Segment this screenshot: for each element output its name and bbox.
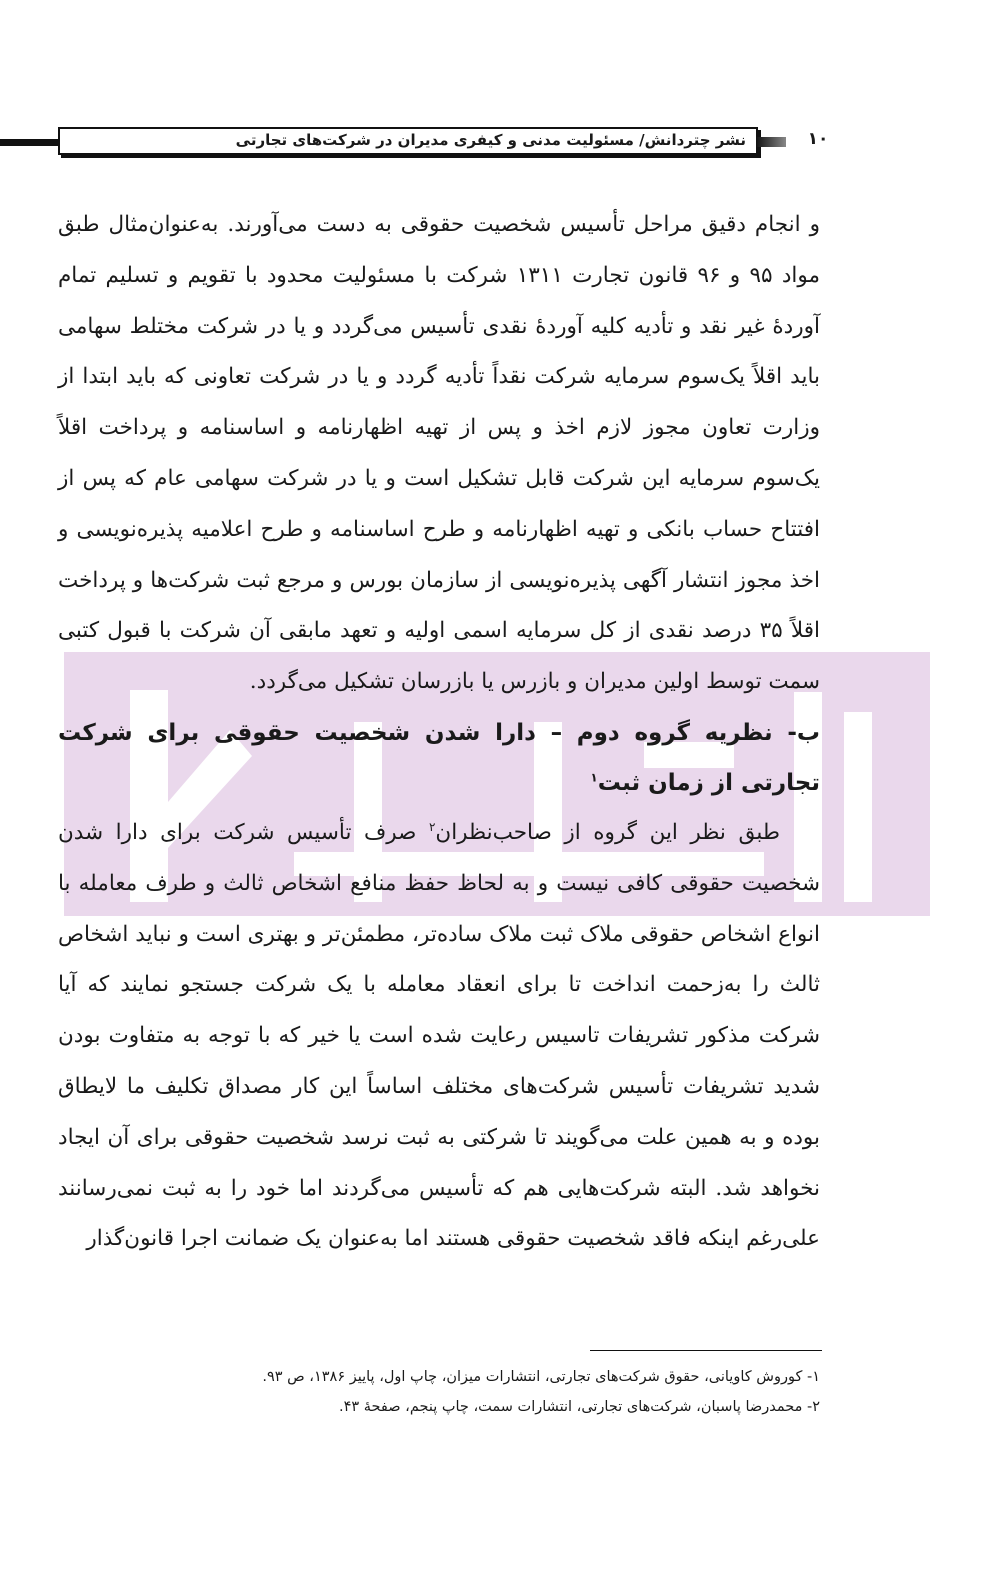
header-rule-right <box>756 137 786 147</box>
paragraph-start: طبق نظر این گروه از صاحب‌نظران <box>435 819 780 845</box>
paragraph-rest: صرف تأسیس شرکت برای دارا شدن شخصیت حقوقی کافی نیست و به لحاظ حفظ منافع اشخاص ثالث و طرف معامله با انواع اشخاص حقوقی ملاک ثبت ملاک ساده‌تر، مطمئن‌تر و بهتری است و نباید اشخاص ثالث را به‌زحمت انداخت تا برای انعقاد معامله با یک شرکت جستجو نمایند که آیا شرکت مذکور تشریفات تاسیس رعایت شده است یا خیر که با توجه به متفاوت بودن شدید تشریفات تأسیس شرکت‌های مختلف اساساً این کار مصداق تکلیف ما لایطاق بوده و به همین علت می‌گویند تا شرکتی به ثبت نرسد شخصیت حقوقی برای آن ایجاد نخواهد شد. البته شرکت‌هایی هم که تأسیس می‌گردند اما خود را به ثبت نمی‌رسانند علی‌رغم اینکه فاقد شخصیت حقوقی هستند اما به‌عنوان یک ضمانت اجرا قانون‌گذار <box>58 819 820 1252</box>
footnote-divider <box>590 1350 822 1351</box>
watermark-stroke <box>844 712 872 902</box>
section-heading-text: ب- نظریه گروه دوم – دارا شدن شخصیت حقوقی برای شرکت تجارتی از زمان ثبت <box>58 719 820 796</box>
footnote: ۱- کوروش کاویانی، حقوق شرکت‌های تجارتی، انتشارات میزان، چاپ اول، پاییز ۱۳۸۶، ص ۹۳. <box>262 1369 820 1385</box>
footnote-ref: ۲ <box>428 819 436 834</box>
header-rule-left <box>0 139 60 146</box>
paragraph <box>58 808 820 1265</box>
footnote: ۲- محمدرضا پاسبان، شرکت‌های تجارتی، انتشارات سمت، چاپ پنجم، صفحهٔ ۴۳. <box>338 1399 820 1415</box>
page-number: ۱۰ <box>807 129 829 149</box>
paragraph: و انجام دقیق مراحل تأسیس شخصیت حقوقی به دست می‌آورند. به‌عنوان‌مثال طبق مواد ۹۵ و ۹۶ قانون تجارت ۱۳۱۱ شرکت با مسئولیت محدود با تقویم و تسلیم تمام آوردهٔ غیر نقد و تأدیه کلیه آوردهٔ نقدی تأسیس می‌گردد و یا در شرکت مختلط سهامی باید اقلاً یک‌سوم سرمایه شرکت نقداً تأدیه گردد و یا در شرکت تعاونی که باید ابتدا از وزارت تعاون مجوز لازم اخذ و پس از تهیه اظهارنامه و اساسنامه و پرداخت اقلاً یک‌سوم سرمایه این شرکت قابل تشکیل است و یا در شرکت سهامی عام که پس از افتتاح حساب بانکی و تهیه اظهارنامه و طرح اساسنامه و طرح اعلامیه پذیره‌نویسی و اخذ مجوز انتشار آگهی پذیره‌نویسی از سازمان بورس و مرجع ثبت شرکت‌ها و پرداخت اقلاً ۳۵ درصد نقدی از کل سرمایه اسمی اولیه و تعهد مابقی آن شرکت با قبول کتبی سمت توسط اولین مدیران و بازرس یا بازرسان تشکیل می‌گردد. <box>58 212 820 695</box>
running-header <box>0 127 800 157</box>
header-box <box>58 127 758 155</box>
body-text <box>58 200 820 1265</box>
footnotes <box>58 1362 820 1422</box>
section-heading <box>58 708 820 808</box>
running-header-title: نشر چتردانش/ مسئولیت مدنی و کیفری مدیران در شرکت‌های تجارتی <box>235 131 746 149</box>
footnote-ref: ۱ <box>590 770 598 785</box>
